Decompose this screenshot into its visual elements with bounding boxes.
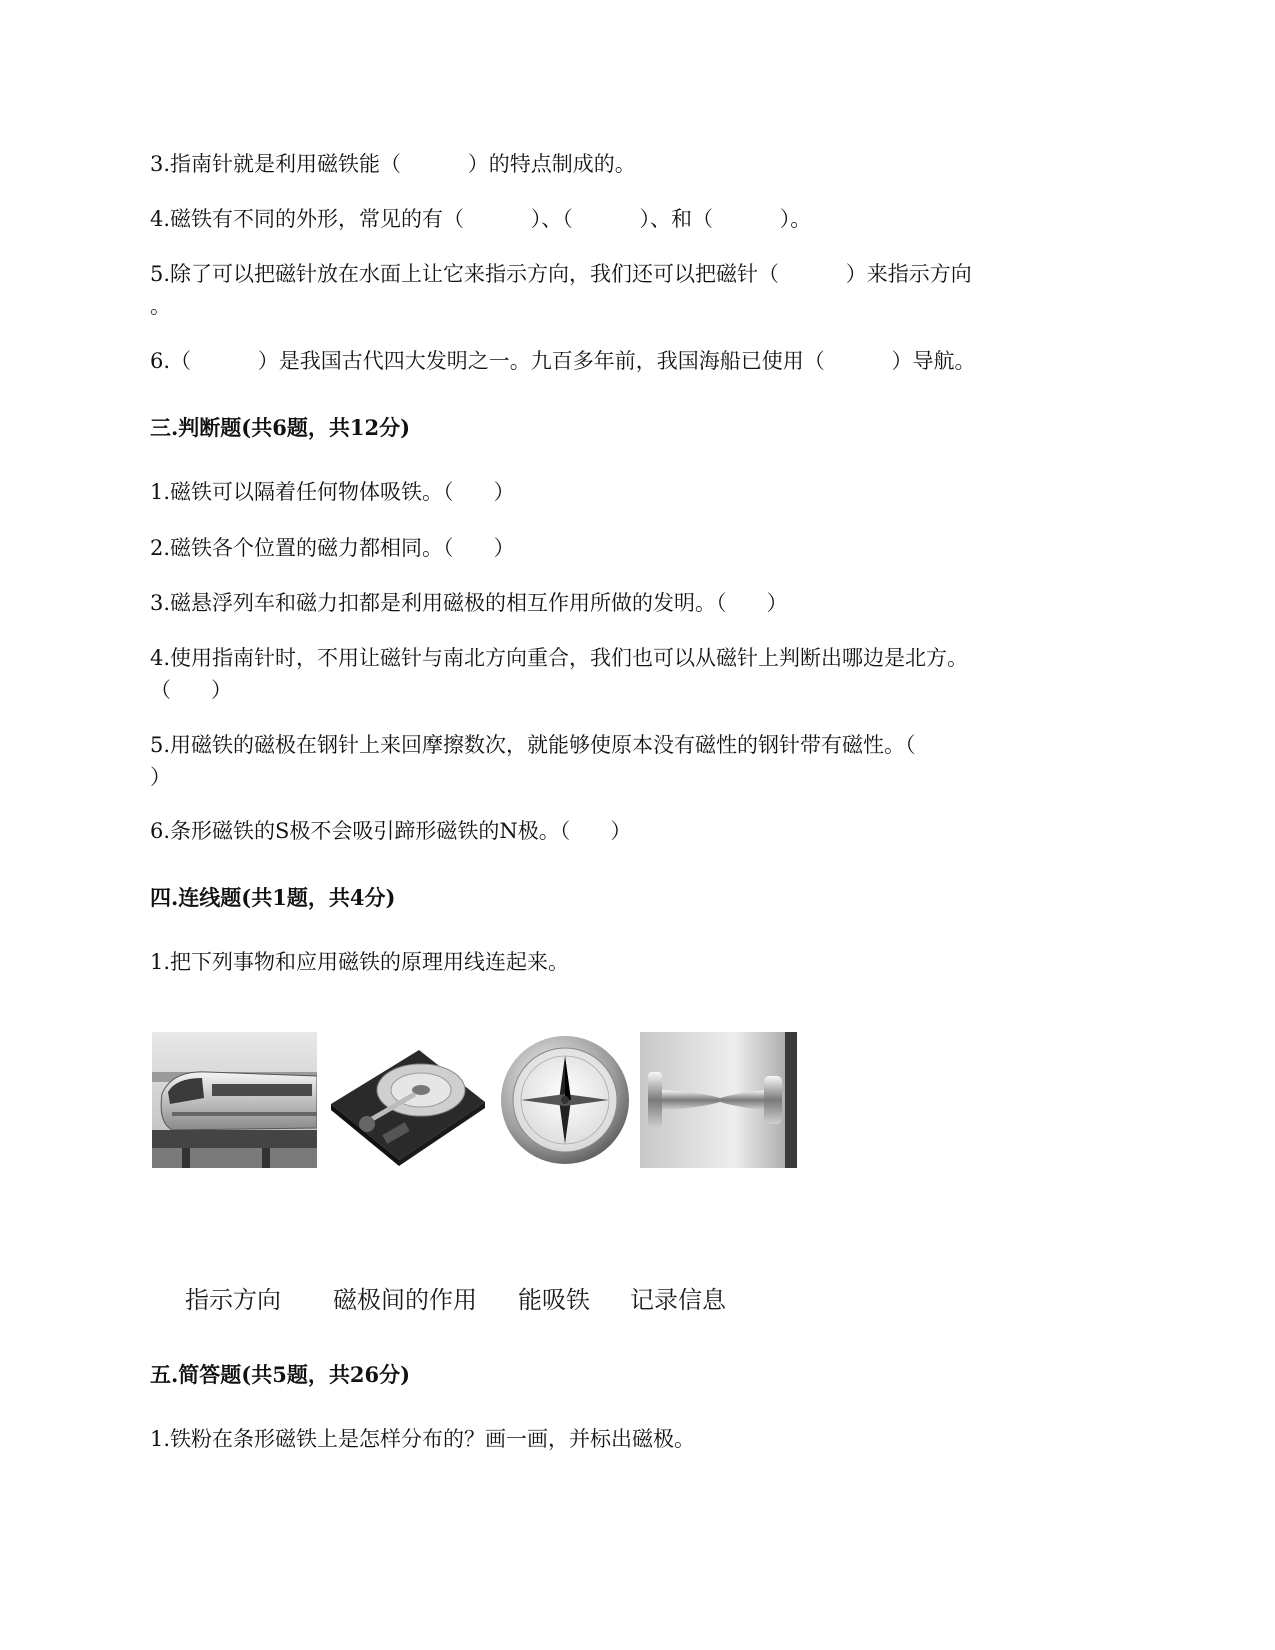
magnetic-door-stop-image (640, 1032, 797, 1168)
fill-blank-q5-line2: 。 (150, 294, 171, 318)
judgement-q2: 2.磁铁各个位置的磁力都相同。（ ） (150, 536, 515, 560)
hard-disk-image (323, 1032, 491, 1168)
judgement-q5-line2: ） (150, 765, 171, 789)
hard-disk-icon (323, 1032, 491, 1168)
matching-option-3: 能吸铁 (518, 1286, 590, 1314)
judgement-q5-line1: 5.用磁铁的磁极在钢针上来回摩擦数次，就能够使原本没有磁性的钢针带有磁性。（ (150, 733, 916, 757)
fill-blank-q4: 4.磁铁有不同的外形，常见的有（ ）、（ ）、和（ ）。 (150, 207, 812, 231)
section-heading-short-answer: 五.简答题(共5题，共26分) (150, 1362, 411, 1387)
fill-blank-q6: 6.（ ）是我国古代四大发明之一。九百多年前，我国海船已使用（ ）导航。 (150, 349, 976, 373)
matching-option-2: 磁极间的作用 (333, 1286, 477, 1314)
matching-option-1: 指示方向 (185, 1286, 281, 1314)
fill-blank-q5-line1: 5.除了可以把磁针放在水面上让它来指示方向，我们还可以把磁针（ ）来指示方向 (150, 262, 972, 286)
short-answer-q1: 1.铁粉在条形磁铁上是怎样分布的？画一画，并标出磁极。 (150, 1427, 696, 1451)
fill-blank-q3: 3.指南针就是利用磁铁能（ ）的特点制成的。 (150, 152, 636, 176)
maglev-train-image (152, 1032, 317, 1168)
door-stop-icon (640, 1032, 797, 1168)
matching-option-4: 记录信息 (630, 1286, 726, 1314)
judgement-q4-line2: （ ） (150, 678, 233, 702)
maglev-train-icon (152, 1032, 317, 1168)
judgement-q6: 6.条形磁铁的S极不会吸引蹄形磁铁的N极。（ ） (150, 819, 632, 843)
section-heading-judgement: 三.判断题(共6题，共12分) (150, 415, 411, 440)
judgement-q4-line1: 4.使用指南针时，不用让磁针与南北方向重合，我们也可以从磁针上判断出哪边是北方。 (150, 646, 969, 670)
judgement-q1: 1.磁铁可以隔着任何物体吸铁。（ ） (150, 480, 515, 504)
compass-image (498, 1032, 632, 1168)
judgement-q3: 3.磁悬浮列车和磁力扣都是利用磁极的相互作用所做的发明。（ ） (150, 591, 788, 615)
matching-q1: 1.把下列事物和应用磁铁的原理用线连起来。 (150, 950, 570, 974)
compass-icon (498, 1032, 632, 1168)
section-heading-matching: 四.连线题(共1题，共4分) (150, 885, 396, 910)
